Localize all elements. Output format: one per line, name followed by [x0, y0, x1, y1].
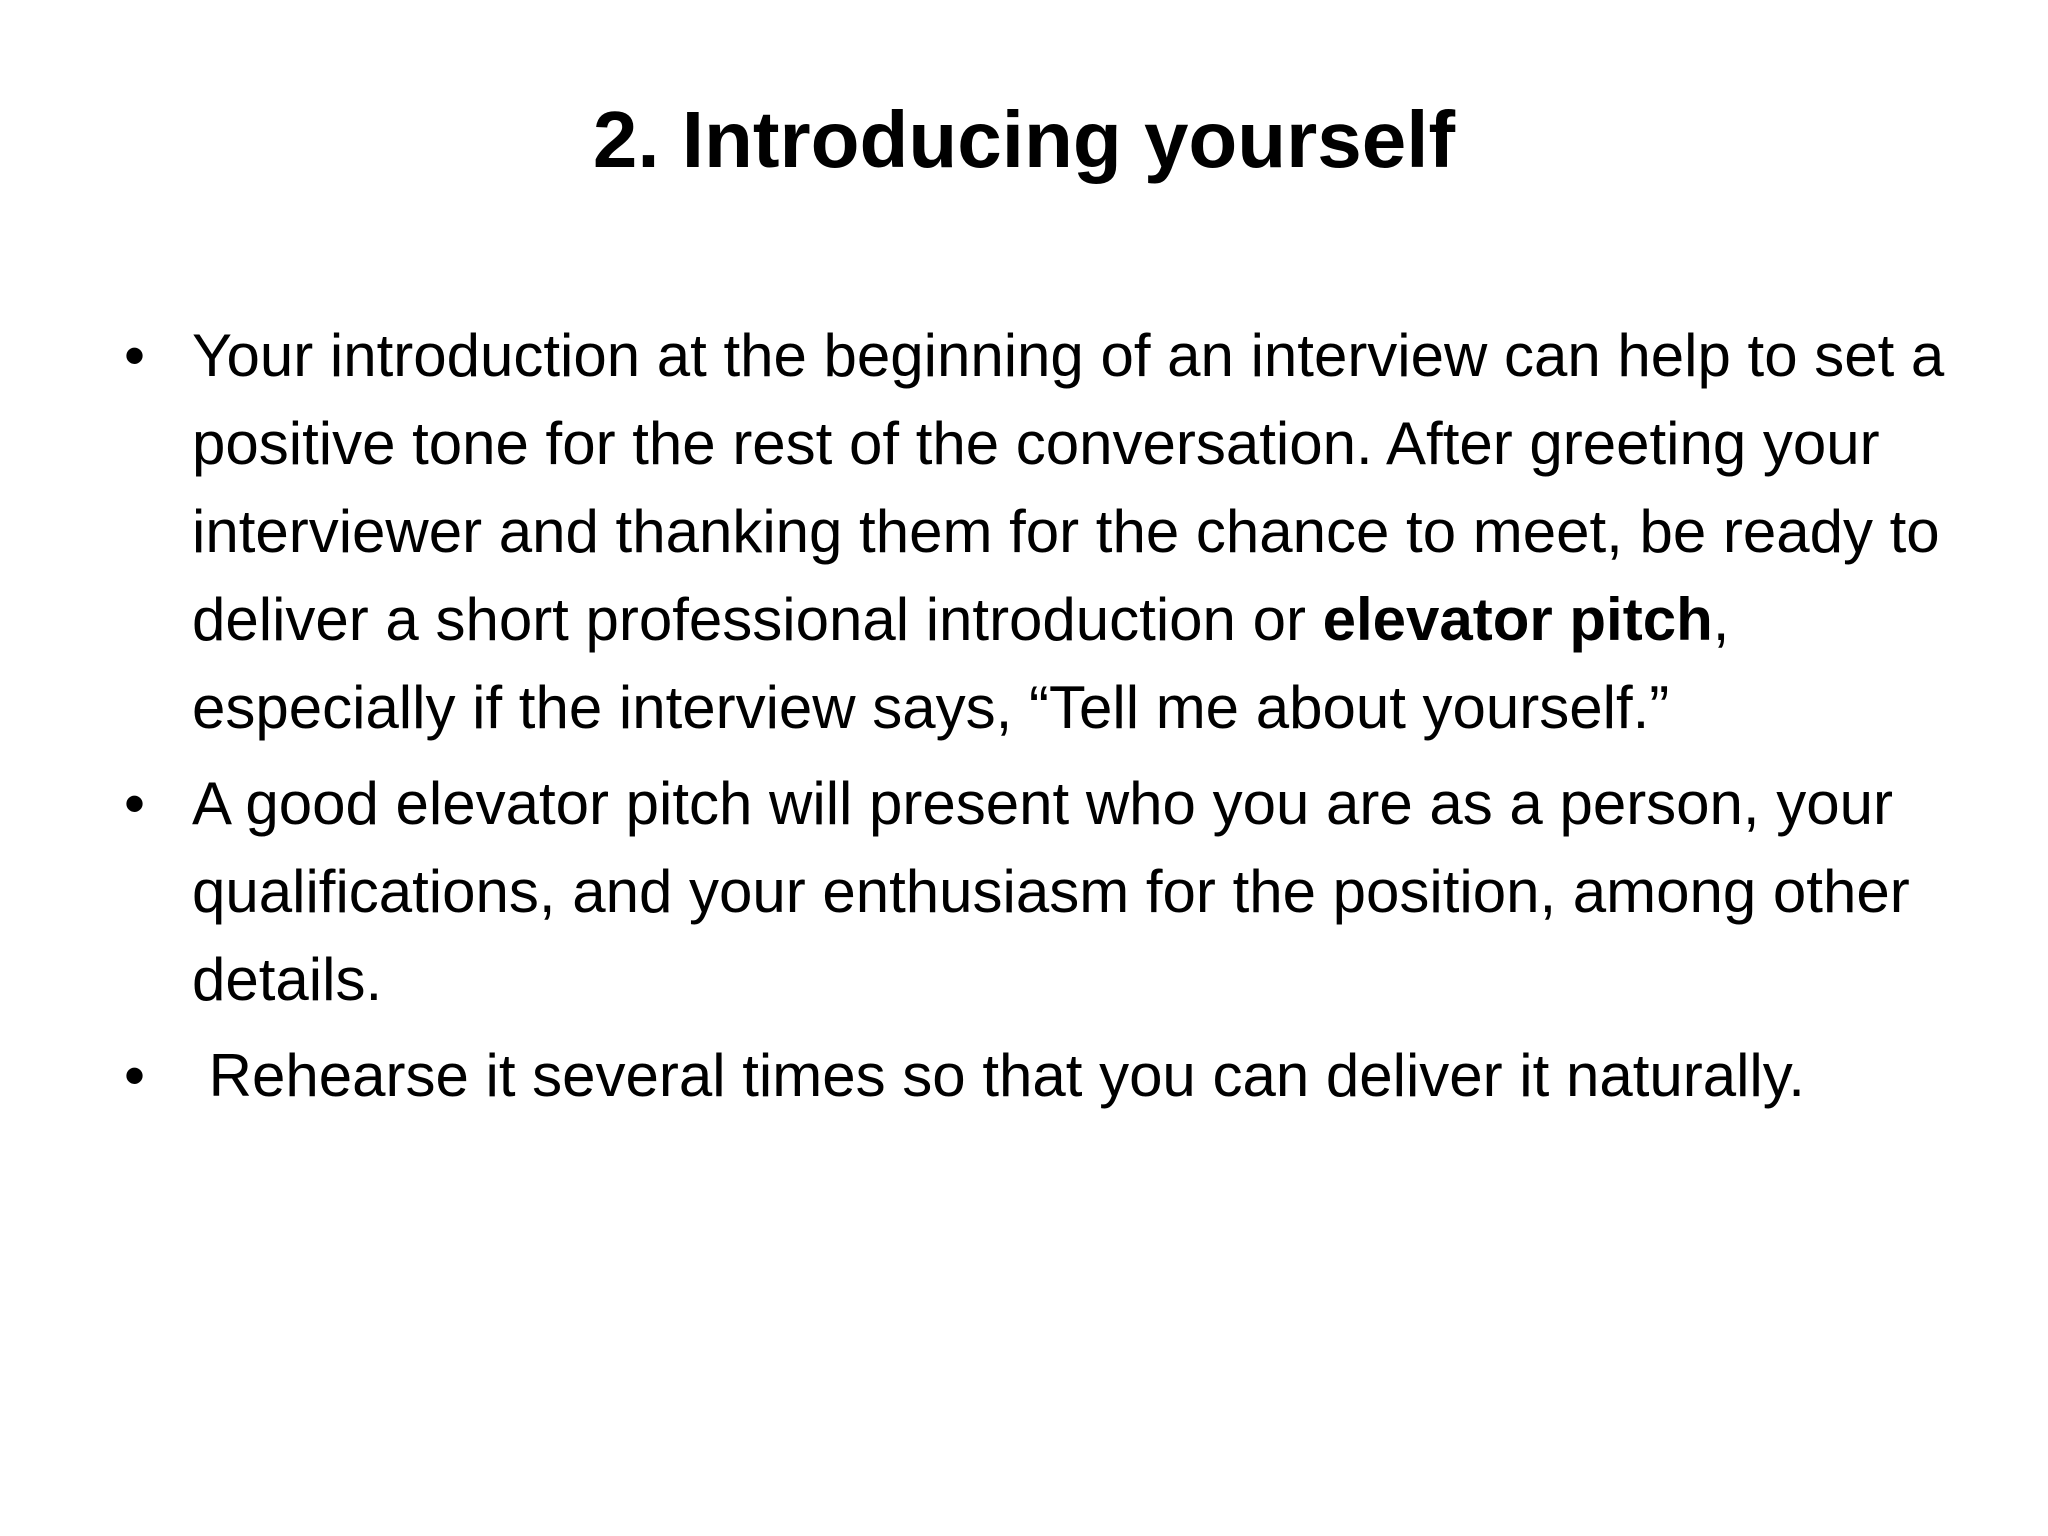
bullet-item — [120, 1032, 1970, 1120]
bullet-icon: • — [124, 322, 146, 389]
bullet-icon: • — [124, 770, 146, 837]
bullet-item — [120, 312, 1970, 752]
bullet-text-segment: Your introduction at the beginning of an interview can help to set a positive tone for the rest of the conversation. After greeting your interviewer and thanking them for the chance to meet, be ready to deliver a short professional introduction or — [192, 322, 1945, 653]
bullet-text — [192, 1042, 1805, 1109]
bullet-text-segment: A good elevator pitch will present who you are as a person, your qualifications, and your enthusiasm for the position, among other details. — [192, 770, 1910, 1013]
slide-title: 2. Introducing yourself — [592, 95, 1456, 184]
bullet-list — [120, 312, 1970, 1128]
bullet-item — [120, 760, 1970, 1024]
bullet-text-emphasis: elevator pitch — [1322, 586, 1713, 653]
bullet-text — [192, 322, 1944, 741]
bullet-icon: • — [124, 1042, 146, 1109]
bullet-text-segment: , especially if the interview says, “Tell me about yourself.” — [192, 586, 1730, 741]
bullet-text — [192, 770, 1910, 1013]
bullet-text-segment: Rehearse it several times so that you can deliver it naturally. — [192, 1042, 1805, 1109]
